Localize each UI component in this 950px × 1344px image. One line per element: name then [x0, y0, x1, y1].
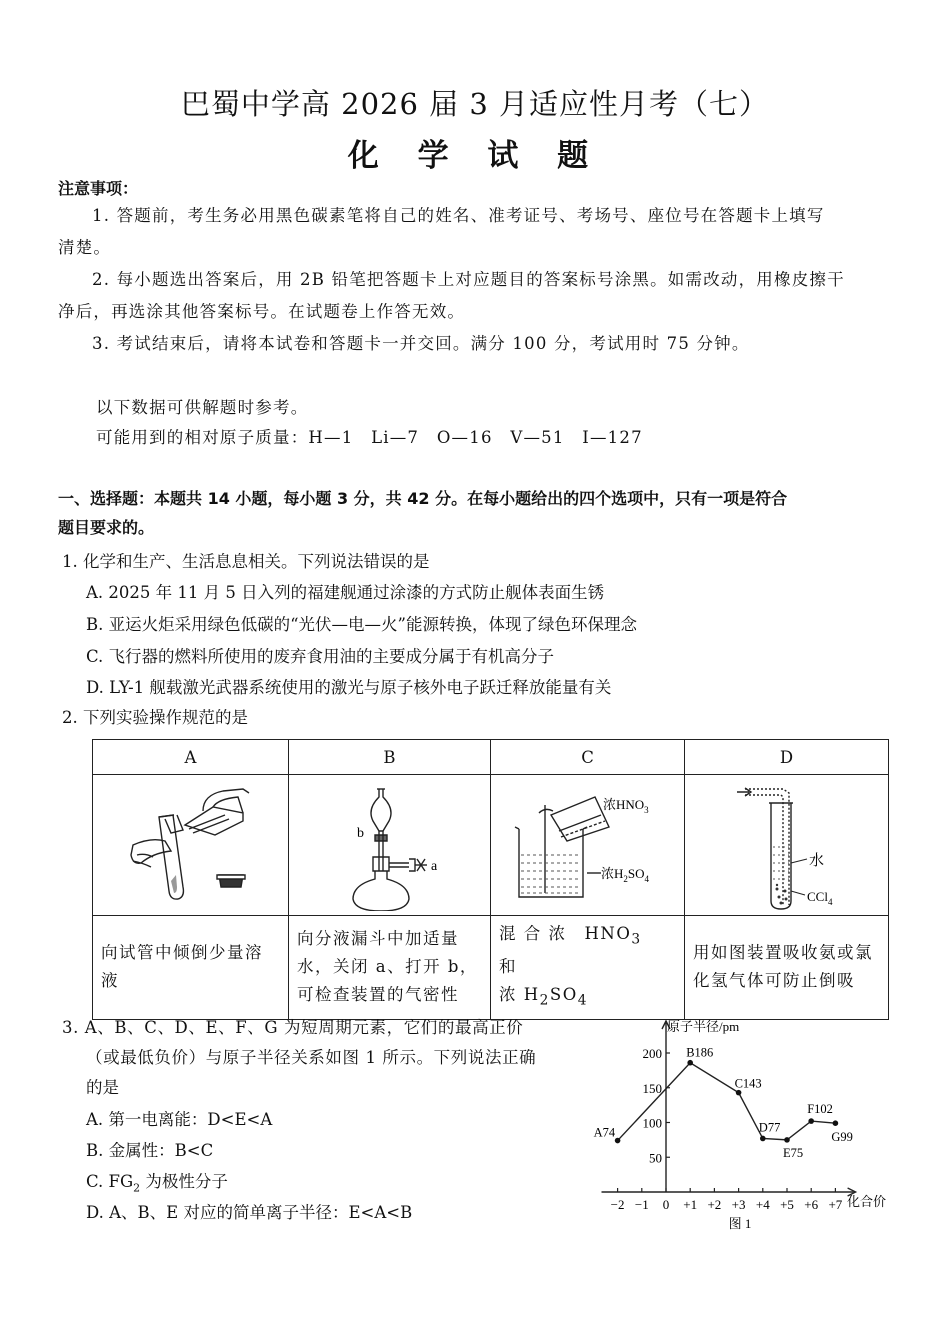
- x-tick-label: +5: [780, 1197, 794, 1212]
- x-tick-label: +2: [707, 1197, 722, 1212]
- page-title: 巴蜀中学高 2026 届 3 月适应性月考（七）: [180, 87, 770, 121]
- section-heading: 一、选择题：本题共 14 小题，每小题 3 分，共 42 分。在每小题给出的四个选项中，只有一项是符合: [58, 489, 788, 508]
- notice-item-1-cont: 清楚。: [58, 238, 112, 257]
- q3-option-a: A. 第一电离能：D<E<A: [86, 1110, 273, 1129]
- q2-option-c: 混 合 浓 $HNO_3$ 和 浓 $H_2SO_4$: [491, 916, 685, 1020]
- label-b: b: [357, 826, 364, 841]
- q2-header-a: A: [93, 740, 289, 775]
- hno3-label: 浓$HNO_3$: [603, 797, 649, 815]
- q1-option-c: C. 飞行器的燃料所使用的废弃食用油的主要成分属于有机高分子: [86, 647, 555, 666]
- data-point: [687, 1060, 693, 1066]
- q3-stem-1: 3. A、B、C、D、E、F、G 为短周期元素，它们的最高正价: [62, 1018, 524, 1037]
- q2-header-c: C: [491, 740, 685, 775]
- data-point: [784, 1137, 790, 1143]
- q3-option-b: B. 金属性：B<C: [86, 1141, 214, 1160]
- data-label: F102: [807, 1102, 833, 1117]
- data-point: [615, 1138, 621, 1144]
- x-axis-label: 化合价: [847, 1194, 887, 1209]
- data-label: E75: [783, 1145, 804, 1160]
- q2-header-b: B: [289, 740, 491, 775]
- notice-item-2: 2. 每小题选出答案后，用 2B 铅笔把答题卡上对应题目的答案标号涂黑。如需改动，用橡皮擦干: [92, 270, 845, 289]
- x-tick-label: +3: [731, 1197, 746, 1212]
- label-a: a: [431, 859, 438, 874]
- q2-option-a: 向试管中倾倒少量溶液: [93, 916, 289, 1020]
- mixing-acids-illustration: [491, 775, 685, 911]
- x-tick-label: +1: [683, 1197, 698, 1212]
- h2so4-label: 浓$H_2SO_4$: [601, 866, 650, 884]
- y-axis-label: 原子半径/pm: [667, 1019, 740, 1034]
- q3-option-d: D. A、B、E 对应的简单离子半径：E<A<B: [86, 1203, 413, 1222]
- q2-option-b: 向分液漏斗中加适量水，关闭 a、打开 b，可检查装置的气密性: [289, 916, 491, 1020]
- q3-option-c: C. $FG_2$ 为极性分子: [86, 1172, 228, 1195]
- radius-valence-chart: [590, 1015, 900, 1240]
- q2-figure-d: [685, 775, 889, 916]
- notice-heading: 注意事项：: [58, 179, 139, 198]
- x-tick-label: −1: [634, 1197, 649, 1212]
- x-tick-label: +6: [804, 1197, 819, 1212]
- q1-option-d: D. LY-1 舰载激光武器系统使用的激光与原子核外电子跃迁释放能量有关: [86, 678, 612, 697]
- section-heading-cont: 题目要求的。: [58, 518, 155, 537]
- data-label: G99: [831, 1130, 853, 1145]
- q3-stem-2: （或最低负价）与原子半径关系如图 1 所示。下列说法正确: [86, 1048, 537, 1067]
- gas-absorption-illustration: [685, 775, 889, 911]
- q2-figure-c: [491, 775, 685, 916]
- y-tick-label: 150: [642, 1080, 662, 1096]
- q2-option-d: 用如图装置吸收氨或氯化氢气体可防止倒吸: [685, 916, 889, 1020]
- q2-stem: 2. 下列实验操作规范的是: [62, 708, 248, 727]
- notice-item-1: 1. 答题前，考生务必用黑色碳素笔将自己的姓名、准考证号、考场号、座位号在答题卡上填写: [92, 206, 825, 225]
- x-tick-label: +4: [755, 1197, 770, 1212]
- separatory-funnel-illustration: [289, 775, 491, 911]
- atomic-masses: 可能用到的相对原子质量：H—1 Li—7 O—16 V—51 I—127: [96, 428, 643, 447]
- notice-item-3: 3. 考试结束后，请将本试卷和答题卡一并交回。满分 100 分，考试用时 75 分钟。: [92, 334, 750, 353]
- q1-stem: 1. 化学和生产、生活息息相关。下列说法错误的是: [62, 552, 430, 571]
- y-tick-label: 200: [642, 1046, 662, 1061]
- x-tick-label: +7: [828, 1197, 843, 1212]
- q2-table: [92, 739, 889, 1020]
- data-label: B186: [686, 1045, 714, 1060]
- y-tick-label: 50: [649, 1150, 662, 1166]
- data-label: A74: [593, 1125, 616, 1140]
- data-point: [833, 1120, 839, 1126]
- y-tick-label: 100: [642, 1115, 662, 1131]
- x-tick-label: 0: [662, 1197, 670, 1212]
- q2-figure-a: [93, 775, 289, 916]
- pouring-illustration: [93, 775, 289, 911]
- data-point: [808, 1118, 814, 1124]
- water-label: 水: [809, 853, 825, 869]
- figure-caption: 图 1: [728, 1216, 752, 1231]
- q3-stem-3: 的是: [86, 1078, 119, 1097]
- data-point: [760, 1136, 766, 1142]
- data-label: D77: [758, 1120, 781, 1135]
- reference-intro: 以下数据可供解题时参考。: [96, 398, 309, 417]
- q2-figure-b: [289, 775, 491, 916]
- notice-item-2-cont: 净后，再选涂其他答案标号。在试题卷上作答无效。: [58, 302, 466, 321]
- ccl4-label: CCl$_4$: [807, 889, 833, 907]
- data-label: C143: [734, 1076, 762, 1091]
- q2-header-d: D: [685, 740, 889, 775]
- subject-title: 化 学 试 题: [347, 138, 603, 174]
- q1-option-a: A. 2025 年 11 月 5 日入列的福建舰通过涂漆的方式防止舰体表面生锈: [86, 583, 605, 602]
- data-point: [736, 1090, 742, 1096]
- x-tick-label: −2: [610, 1197, 625, 1212]
- q1-option-b: B. 亚运火炬采用绿色低碳的“光伏—电—火”能源转换，体现了绿色环保理念: [86, 615, 637, 634]
